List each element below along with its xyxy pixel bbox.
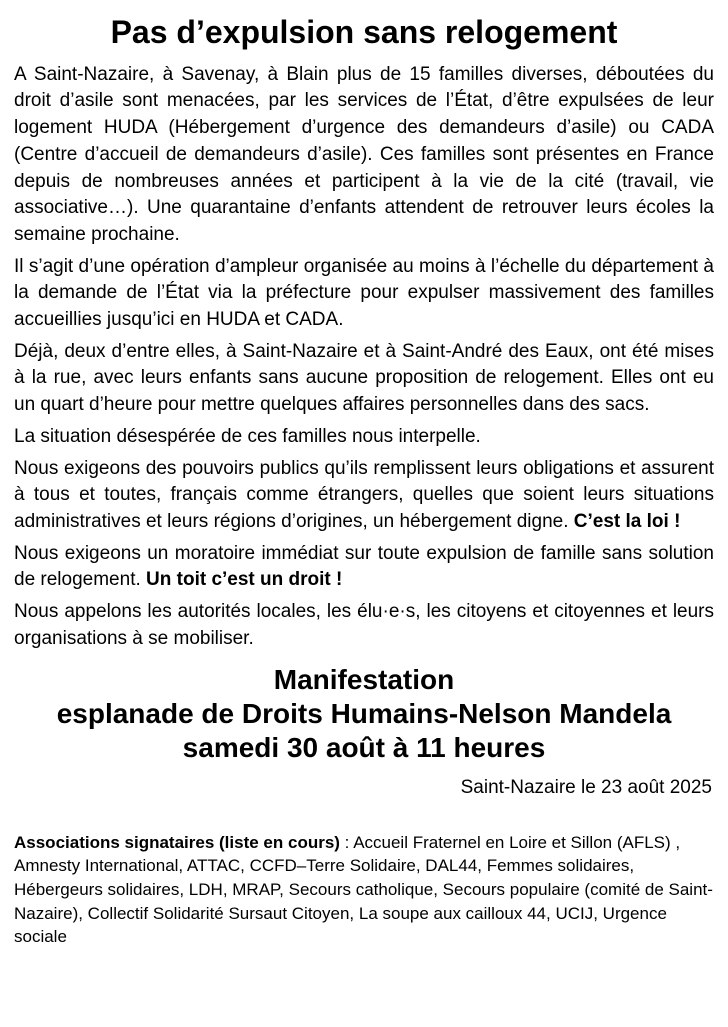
dateline: Saint-Nazaire le 23 août 2025 xyxy=(460,776,712,798)
page-title: Pas d’expulsion sans relogement xyxy=(110,14,618,50)
paragraph-demand-moratorium-text: Nous exigeons un moratoire immédiat sur toute expulsion de famille sans solution de relogement. xyxy=(14,542,714,591)
event-location-line: esplanade de Droits Humains-Nelson Mandela xyxy=(56,697,672,729)
paragraph-families-threatened: A Saint-Nazaire, à Savenay, à Blain plus de 15 familles diverses, déboutées du droit d’asile sont menacées, par les services de l’État, d’être expulsées de leur logement HUDA (Hébergement d’urgence des demandeurs d’asile) ou CADA (Centre d’accueil de demandeurs d’asile). Ces familles sont présentes en France depuis de nombreuses années et participent à la vie de la cité (travail, vie associative…). Une quarantaine d’enfants attendent de retrouver leurs écoles la semaine prochaine. xyxy=(14,63,714,245)
paragraph-evictions-done: Déjà, deux d’entre elles, à Saint-Nazaire et à Saint-André des Eaux, ont été mises à la rue, avec leurs enfants sans aucune proposition de relogement. Elles ont eu un quart d’heure pour mettre quelques affaires personnelles dans des sacs. xyxy=(14,340,714,416)
slogan-un-toit-un-droit: Un toit c’est un droit ! xyxy=(146,569,343,591)
paragraph-demand-housing xyxy=(14,456,714,536)
paragraph-demand-housing-text: Nous exigeons des pouvoirs publics qu’ils remplissent leurs obligations et assurent à tous et toutes, français comme étrangers, quelles que soient leurs situations administratives et leurs régions d’origines, un hébergement digne. xyxy=(14,457,714,532)
event-title-line: Manifestation xyxy=(273,663,455,695)
paragraph-call-to-mobilize: Nous appelons les autorités locales, les élu·e·s, les citoyens et citoyennes et leurs organisations à se mobiliser. xyxy=(14,601,714,649)
paragraph-operation-scale: Il s’agit d’une opération d’ampleur organisée au moins à l’échelle du département à la demande de l’État via la préfecture pour expulser massivement des familles accueillies jusqu’ici en HUDA et CADA. xyxy=(14,255,714,331)
paragraph-desperate-situation: La situation désespérée de ces familles nous interpelle. xyxy=(14,425,481,447)
event-announcement xyxy=(14,663,714,765)
signatories-paragraph xyxy=(14,831,714,950)
signatories-label: Associations signataires (liste en cours) xyxy=(14,832,340,852)
signatories-separator: : xyxy=(339,832,354,852)
paragraph-demand-moratorium xyxy=(14,541,714,594)
slogan-cest-la-loi: C’est la loi ! xyxy=(573,511,681,532)
event-datetime-line: samedi 30 août à 11 heures xyxy=(182,731,546,763)
signatories-list: Accueil Fraternel en Loire et Sillon (AFLS) , Amnesty International, ATTAC, CCFD–Terre Solidaire, DAL44, Femmes solidaires, Hébergeurs solidaires, LDH, MRAP, Secours catholique, Secours populaire (comité de Saint-Nazaire), Collectif Solidarité Sursaut Citoyen, La soupe aux cailloux 44, UCIJ, Urgence sociale xyxy=(14,832,713,947)
